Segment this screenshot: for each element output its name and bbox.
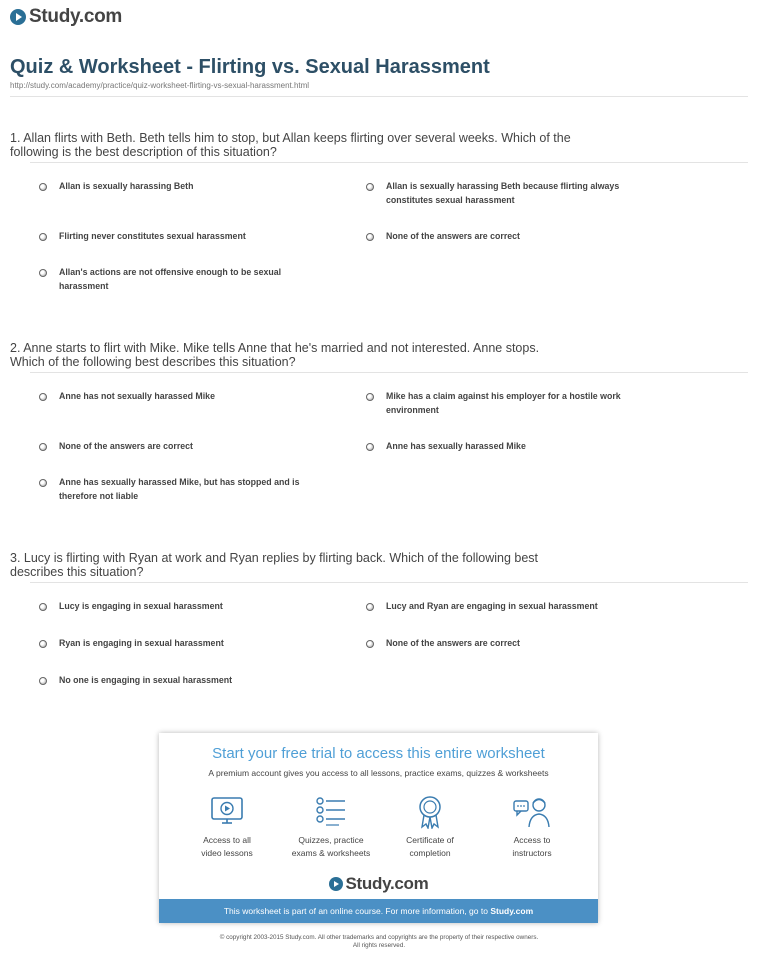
answer-option[interactable]: Allan is sexually harassing Beth because flirting always constitutes sexual harassment (366, 180, 619, 207)
promo-logo-text: Study.com (345, 874, 429, 893)
answer-option[interactable]: Allan's actions are not offensive enough to be sexual harassment (39, 266, 281, 293)
question-3: 3. Lucy is flirting with Ryan at work and Ryan replies by flirting back. Which of the following best describes this situation? (10, 551, 539, 579)
quiz-list-icon (313, 795, 349, 829)
page-url: http://study.com/academy/practice/quiz-worksheet-flirting-vs-sexual-harassment.html (10, 81, 310, 90)
answer-option[interactable]: Lucy is engaging in sexual harassment (39, 600, 223, 614)
answer-option[interactable]: Mike has a claim against his employer for a hostile work environment (366, 390, 621, 417)
feature-quizzes: Quizzes, practice exams & worksheets (276, 795, 386, 860)
study-link[interactable]: Study.com (490, 906, 534, 916)
radio-button-icon[interactable] (366, 233, 374, 241)
feature-certificate: Certificate of completion (375, 795, 485, 860)
answer-option[interactable]: Allan is sexually harassing Beth (39, 180, 193, 194)
promo-heading[interactable]: Start your free trial to access this entire worksheet (212, 745, 545, 762)
radio-button-icon[interactable] (39, 603, 47, 611)
radio-button-icon[interactable] (366, 640, 374, 648)
answer-option[interactable]: Flirting never constitutes sexual harassment (39, 230, 246, 244)
answer-option[interactable]: Lucy and Ryan are engaging in sexual harassment (366, 600, 598, 614)
answer-option[interactable]: Anne has not sexually harassed Mike (39, 390, 215, 404)
question-2: 2. Anne starts to flirt with Mike. Mike tells Anne that he's married and not interested. Anne stops. Which of the following best describes this situation? (10, 341, 540, 369)
study-logo[interactable] (10, 6, 122, 28)
radio-button-icon[interactable] (366, 183, 374, 191)
radio-button-icon[interactable] (39, 233, 47, 241)
page-title: Quiz & Worksheet - Flirting vs. Sexual Harassment (10, 56, 490, 78)
question-1: 1. Allan flirts with Beth. Beth tells him to stop, but Allan keeps flirting over several weeks. Which of the following is the best description of this situation? (10, 131, 571, 159)
question-divider (30, 162, 748, 163)
play-circle-icon (329, 877, 343, 891)
answer-option[interactable]: Anne has sexually harassed Mike, but has stopped and is therefore not liable (39, 476, 300, 503)
radio-button-icon[interactable] (39, 183, 47, 191)
radio-button-icon[interactable] (366, 443, 374, 451)
header-divider (10, 96, 748, 97)
radio-button-icon[interactable] (366, 603, 374, 611)
promo-info-bar[interactable]: This worksheet is part of an online course. For more information, go to Study.com (159, 899, 598, 923)
free-trial-promo[interactable] (159, 733, 598, 923)
radio-button-icon[interactable] (39, 677, 47, 685)
promo-subheading: A premium account gives you access to all lessons, practice exams, quizzes & worksheets (208, 768, 549, 778)
video-lesson-icon (209, 795, 245, 829)
certificate-icon (412, 795, 448, 829)
answer-option[interactable]: None of the answers are correct (366, 637, 520, 651)
answer-option[interactable]: Anne has sexually harassed Mike (366, 440, 526, 454)
copyright-footer: © copyright 2003-2015 Study.com. All other trademarks and copyrights are the property of their respective owners. All rights reserved. (219, 934, 539, 949)
answer-option[interactable]: None of the answers are correct (366, 230, 520, 244)
promo-study-logo[interactable] (159, 874, 598, 894)
answer-option[interactable]: Ryan is engaging in sexual harassment (39, 637, 224, 651)
radio-button-icon[interactable] (366, 393, 374, 401)
radio-button-icon[interactable] (39, 269, 47, 277)
radio-button-icon[interactable] (39, 640, 47, 648)
radio-button-icon[interactable] (39, 443, 47, 451)
question-divider (30, 582, 748, 583)
question-divider (30, 372, 748, 373)
instructor-icon (512, 795, 552, 829)
radio-button-icon[interactable] (39, 479, 47, 487)
play-circle-icon (10, 9, 26, 25)
logo-text: Study.com (29, 6, 123, 27)
radio-button-icon[interactable] (39, 393, 47, 401)
feature-instructors: Access to instructors (477, 795, 587, 860)
feature-video-lessons: Access to all video lessons (172, 795, 282, 860)
answer-option[interactable]: None of the answers are correct (39, 440, 193, 454)
answer-option[interactable]: No one is engaging in sexual harassment (39, 674, 232, 688)
